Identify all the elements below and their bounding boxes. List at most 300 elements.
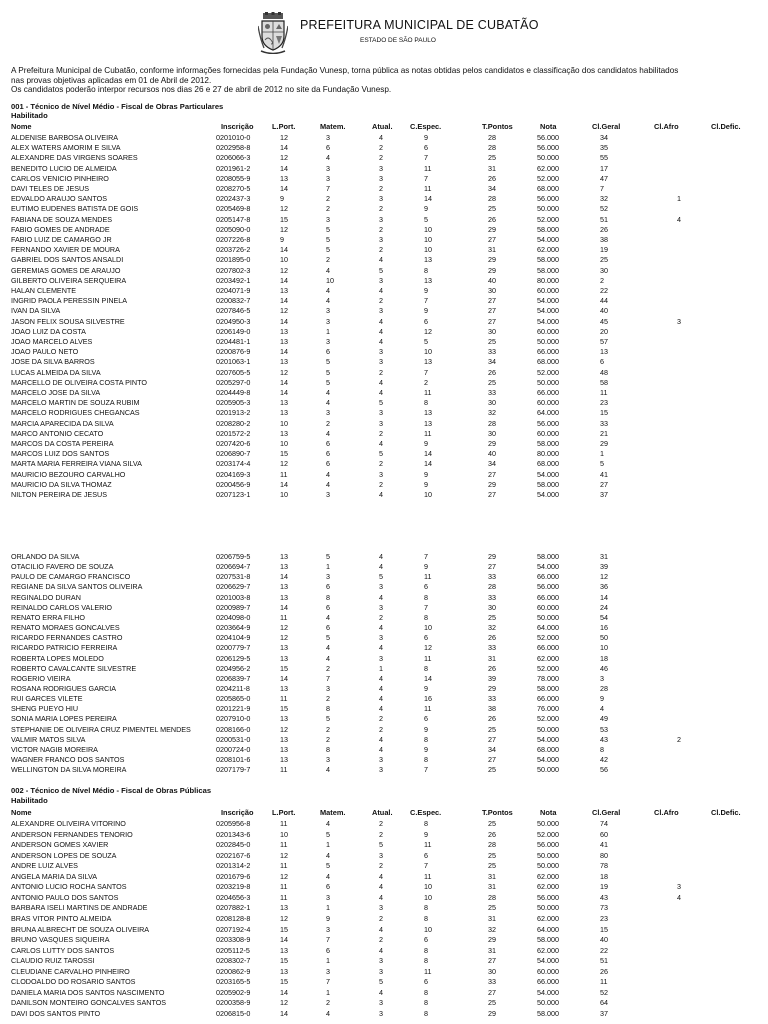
cell-clgeral: 80 xyxy=(600,850,608,860)
table-row xyxy=(0,735,768,745)
cell-atual: 4 xyxy=(379,490,383,499)
cell-atual: 3 xyxy=(379,966,383,976)
cell-atual: 3 xyxy=(379,214,383,224)
cell-atual: 4 xyxy=(379,704,383,714)
cell-nota: 60.000 xyxy=(537,966,559,976)
cell-nome: ROBERTO CAVALCANTE SILVESTRE xyxy=(11,663,137,673)
cell-inscricao: 0200832-7 xyxy=(216,296,251,306)
table-row xyxy=(0,337,768,347)
cell-espec: 7 xyxy=(424,552,428,561)
cell-lport: 13 xyxy=(280,945,288,955)
cell-lport: 9 xyxy=(280,235,284,244)
table-row xyxy=(0,368,768,378)
cell-atual: 4 xyxy=(379,552,383,561)
cell-nome: STEPHANIE DE OLIVEIRA CRUZ PIMENTEL MENDES xyxy=(11,724,191,734)
header-clgeral: Cl.Geral xyxy=(592,122,621,131)
table-row xyxy=(0,830,768,840)
cell-lport: 15 xyxy=(280,924,288,934)
cell-inscricao: 0201314-2 xyxy=(216,861,251,871)
cell-espec: 8 xyxy=(424,819,428,828)
cell-lport: 11 xyxy=(280,840,288,850)
cell-nome: ANDERSON GOMES XAVIER xyxy=(11,840,109,850)
cell-nota: 60.000 xyxy=(537,398,559,408)
cell-matem: 3 xyxy=(326,337,330,346)
cell-inscricao: 0201961-2 xyxy=(216,163,251,173)
table-row xyxy=(0,765,768,775)
cell-nome: DANILSON MONTEIRO GONCALVES SANTOS xyxy=(11,998,167,1008)
cell-matem: 3 xyxy=(326,163,330,173)
table-row xyxy=(0,449,768,459)
cell-nota: 58.000 xyxy=(537,255,559,265)
cell-lport: 13 xyxy=(280,653,288,663)
cell-nota: 54.000 xyxy=(537,306,559,316)
cell-nome: FABIO LUIZ DE CAMARGO JR xyxy=(11,235,112,244)
cell-atual: 4 xyxy=(379,133,383,142)
cell-espec: 11 xyxy=(424,966,432,976)
cell-inscricao: 0207910-0 xyxy=(216,714,251,724)
table-row xyxy=(0,184,768,194)
cell-lport: 10 xyxy=(280,255,288,265)
cell-matem: 6 xyxy=(326,882,330,892)
cell-nome: NILTON PEREIRA DE JESUS xyxy=(11,490,107,499)
cell-inscricao: 0200862-9 xyxy=(216,966,251,976)
cell-tpontos: 40 xyxy=(488,449,496,459)
cell-tpontos: 28 xyxy=(488,133,496,142)
cell-clgeral: 43 xyxy=(600,892,608,902)
cell-tpontos: 26 xyxy=(488,714,496,724)
header-atual: Atual. xyxy=(372,808,393,817)
cell-clgeral: 49 xyxy=(600,714,608,724)
cell-atual: 4 xyxy=(379,871,383,881)
cell-nota: 52.000 xyxy=(537,714,559,724)
cell-tpontos: 31 xyxy=(488,913,496,923)
cell-clgeral: 47 xyxy=(600,173,608,183)
cell-clgeral: 8 xyxy=(600,744,604,754)
cell-clgeral: 52 xyxy=(600,987,608,997)
cell-lport: 14 xyxy=(280,245,288,255)
cell-tpontos: 29 xyxy=(488,255,496,265)
cell-nota: 52.000 xyxy=(537,214,559,224)
cell-tpontos: 25 xyxy=(488,612,496,622)
cell-lport: 13 xyxy=(280,903,288,913)
cell-matem: 3 xyxy=(326,306,330,316)
cell-atual: 3 xyxy=(379,582,383,592)
cell-atual: 2 xyxy=(379,184,383,193)
cell-inscricao: 0201063-1 xyxy=(216,357,251,367)
cell-lport: 10 xyxy=(280,490,288,499)
cell-atual: 2 xyxy=(379,367,383,377)
cell-atual: 4 xyxy=(379,337,383,346)
cell-clgeral: 10 xyxy=(600,643,608,653)
cell-espec: 8 xyxy=(424,734,428,744)
cell-matem: 2 xyxy=(326,734,330,744)
table-row xyxy=(0,851,768,861)
cell-nota: 50.000 xyxy=(537,903,559,913)
cell-lport: 11 xyxy=(280,882,288,892)
cell-espec: 8 xyxy=(424,903,428,913)
cell-inscricao: 0201010-0 xyxy=(216,133,251,142)
cell-tpontos: 33 xyxy=(488,592,496,602)
table-row xyxy=(0,235,768,245)
cell-nome: IVAN DA SILVA xyxy=(11,306,61,316)
cell-clgeral: 50 xyxy=(600,633,608,643)
cell-nome: MARCOS LUIZ DOS SANTOS xyxy=(11,449,110,459)
cell-lport: 15 xyxy=(280,704,288,714)
cell-clgeral: 22 xyxy=(600,945,608,955)
cell-espec: 9 xyxy=(424,306,428,316)
cell-nome: FABIO GOMES DE ANDRADE xyxy=(11,224,110,234)
cell-lport: 14 xyxy=(280,275,288,285)
cell-nota: 54.000 xyxy=(537,296,559,306)
cell-espec: 8 xyxy=(424,913,428,923)
cell-espec: 8 xyxy=(424,398,428,408)
cell-clgeral: 9 xyxy=(600,694,604,704)
cell-nota: 66.000 xyxy=(537,592,559,602)
table-row xyxy=(0,490,768,500)
cell-atual: 4 xyxy=(379,673,383,683)
page-subtitle: ESTADO DE SÃO PAULO xyxy=(360,37,436,44)
cell-inscricao: 0201343-6 xyxy=(216,829,251,839)
table-row xyxy=(0,967,768,977)
cell-nome: BENEDITO LUCIO DE ALMEIDA xyxy=(11,163,117,173)
cell-lport: 14 xyxy=(280,316,288,326)
cell-lport: 13 xyxy=(280,755,288,764)
cell-nota: 54.000 xyxy=(537,490,559,499)
cell-nota: 56.000 xyxy=(537,892,559,902)
cell-atual: 3 xyxy=(379,347,383,357)
table-row xyxy=(0,327,768,337)
cell-atual: 5 xyxy=(379,977,383,987)
cell-clgeral: 1 xyxy=(600,449,604,459)
cell-matem: 2 xyxy=(326,204,330,214)
cell-espec: 10 xyxy=(424,245,432,255)
cell-nota: 66.000 xyxy=(537,977,559,987)
cell-nome: DANIELA MARIA DOS SANTOS NASCIMENTO xyxy=(11,987,165,997)
cell-atual: 4 xyxy=(379,683,383,693)
cell-tpontos: 27 xyxy=(488,306,496,316)
cell-nome: OTACILIO FAVERO DE SOUZA xyxy=(11,562,114,572)
table-row xyxy=(0,378,768,388)
cell-inscricao: 0202958-8 xyxy=(216,143,251,153)
cell-tpontos: 30 xyxy=(488,326,496,336)
cell-inscricao: 0207846-5 xyxy=(216,306,251,316)
cell-tpontos: 27 xyxy=(488,235,496,244)
header-clafro: Cl.Afro xyxy=(654,808,679,817)
cell-atual: 3 xyxy=(379,357,383,367)
cell-nota: 64.000 xyxy=(537,623,559,633)
cell-espec: 12 xyxy=(424,326,432,336)
cell-inscricao: 0208055-9 xyxy=(216,173,251,183)
cell-lport: 14 xyxy=(280,184,288,193)
cell-tpontos: 40 xyxy=(488,275,496,285)
cell-espec: 10 xyxy=(424,882,432,892)
cell-tpontos: 31 xyxy=(488,245,496,255)
table-row xyxy=(0,429,768,439)
cell-inscricao: 0202845-0 xyxy=(216,840,251,850)
cell-atual: 4 xyxy=(379,945,383,955)
header-clafro: Cl.Afro xyxy=(654,122,679,131)
cell-matem: 3 xyxy=(326,408,330,418)
cell-lport: 13 xyxy=(280,286,288,295)
cell-nota: 56.000 xyxy=(537,194,559,204)
cell-nota: 50.000 xyxy=(537,819,559,828)
cell-atual: 4 xyxy=(379,316,383,326)
cell-nome: LUCAS ALMEIDA DA SILVA xyxy=(11,367,101,377)
cell-tpontos: 31 xyxy=(488,653,496,663)
cell-lport: 14 xyxy=(280,143,288,153)
cell-espec: 5 xyxy=(424,214,428,224)
cell-clgeral: 73 xyxy=(600,903,608,913)
cell-atual: 2 xyxy=(379,714,383,724)
cell-atual: 2 xyxy=(379,459,383,469)
cell-tpontos: 26 xyxy=(488,633,496,643)
table-row xyxy=(0,439,768,449)
cell-clgeral: 35 xyxy=(600,143,608,153)
table-row xyxy=(0,419,768,429)
header-nome: Nome xyxy=(11,808,32,817)
cell-inscricao: 0205865-0 xyxy=(216,694,251,704)
cell-espec: 9 xyxy=(424,286,428,295)
table-row xyxy=(0,603,768,613)
cell-atual: 4 xyxy=(379,562,383,572)
table-row xyxy=(0,714,768,724)
cell-nome: CLAUDIO RUIZ TAROSSI xyxy=(11,956,95,966)
table-row xyxy=(0,255,768,265)
cell-lport: 13 xyxy=(280,357,288,367)
cell-matem: 6 xyxy=(326,449,330,459)
cell-espec: 10 xyxy=(424,347,432,357)
cell-tpontos: 29 xyxy=(488,439,496,448)
cell-nota: 62.000 xyxy=(537,653,559,663)
cell-lport: 11 xyxy=(280,819,288,828)
cell-espec: 11 xyxy=(424,163,432,173)
cell-nota: 60.000 xyxy=(537,326,559,336)
cell-tpontos: 30 xyxy=(488,966,496,976)
cell-nota: 58.000 xyxy=(537,683,559,693)
cell-clgeral: 24 xyxy=(600,602,608,612)
cell-atual: 5 xyxy=(379,265,383,275)
cell-atual: 3 xyxy=(379,903,383,913)
cell-nome: MARCELLO DE OLIVEIRA COSTA PINTO xyxy=(11,377,147,387)
cell-espec: 8 xyxy=(424,956,428,966)
cell-matem: 7 xyxy=(326,977,330,987)
cell-inscricao: 0203165-5 xyxy=(216,977,251,987)
cell-matem: 6 xyxy=(326,143,330,153)
table-row xyxy=(0,347,768,357)
cell-atual: 4 xyxy=(379,643,383,653)
cell-nome: DAVI DOS SANTOS PINTO xyxy=(11,1008,101,1018)
cell-tpontos: 25 xyxy=(488,819,496,828)
cell-atual: 3 xyxy=(379,602,383,612)
cell-espec: 5 xyxy=(424,337,428,346)
cell-clgeral: 55 xyxy=(600,153,608,163)
table-row xyxy=(0,684,768,694)
cell-inscricao: 0201003-8 xyxy=(216,592,251,602)
cell-espec: 2 xyxy=(424,377,428,387)
cell-nome: RICARDO PATRICIO FERREIRA xyxy=(11,643,118,653)
cell-inscricao: 0205469-8 xyxy=(216,204,251,214)
cell-inscricao: 0207123-1 xyxy=(216,490,251,499)
cell-atual: 3 xyxy=(379,633,383,643)
cell-clgeral: 29 xyxy=(600,439,608,448)
cell-lport: 11 xyxy=(280,612,288,622)
cell-inscricao: 0204950-3 xyxy=(216,316,251,326)
cell-matem: 1 xyxy=(326,562,330,572)
cell-nome: MARCELO MARTIN DE SOUZA RUBIM xyxy=(11,398,140,408)
cell-atual: 3 xyxy=(379,235,383,244)
cell-nome: EUTIMO EUDENES BATISTA DE GOIS xyxy=(11,204,139,214)
cell-clgeral: 16 xyxy=(600,623,608,633)
cell-espec: 13 xyxy=(424,255,432,265)
cell-inscricao: 0204169-3 xyxy=(216,469,251,479)
header-tpontos: T.Pontos xyxy=(482,122,513,131)
cell-matem: 4 xyxy=(326,469,330,479)
table-row xyxy=(0,694,768,704)
cell-clgeral: 18 xyxy=(600,653,608,663)
cell-lport: 12 xyxy=(280,633,288,643)
cell-atual: 2 xyxy=(379,819,383,828)
cell-clafro: 4 xyxy=(677,214,681,224)
cell-inscricao: 0203492-1 xyxy=(216,275,251,285)
cell-nome: ALEXANDRE DAS VIRGENS SOARES xyxy=(11,153,138,163)
cell-espec: 7 xyxy=(424,861,428,871)
cell-lport: 12 xyxy=(280,367,288,377)
cell-espec: 14 xyxy=(424,449,432,459)
cell-inscricao: 0206890-7 xyxy=(216,449,251,459)
cell-nota: 60.000 xyxy=(537,286,559,295)
cell-inscricao: 0208166-0 xyxy=(216,724,251,734)
cell-tpontos: 25 xyxy=(488,337,496,346)
cell-atual: 3 xyxy=(379,418,383,428)
cell-espec: 7 xyxy=(424,296,428,306)
cell-espec: 9 xyxy=(424,204,428,214)
cell-espec: 11 xyxy=(424,572,432,582)
cell-clgeral: 18 xyxy=(600,871,608,881)
cell-matem: 4 xyxy=(326,296,330,306)
cell-nota: 52.000 xyxy=(537,663,559,673)
cell-nome: HALAN CLEMENTE xyxy=(11,286,77,295)
cell-lport: 12 xyxy=(280,724,288,734)
cell-tpontos: 26 xyxy=(488,367,496,377)
cell-inscricao: 0204098-0 xyxy=(216,612,251,622)
cell-lport: 15 xyxy=(280,956,288,966)
cell-clgeral: 15 xyxy=(600,408,608,418)
cell-lport: 12 xyxy=(280,153,288,163)
cell-atual: 4 xyxy=(379,623,383,633)
cell-espec: 6 xyxy=(424,935,428,945)
cell-atual: 2 xyxy=(379,143,383,153)
cell-matem: 5 xyxy=(326,377,330,387)
cell-inscricao: 0205147-8 xyxy=(216,214,251,224)
cell-lport: 13 xyxy=(280,428,288,438)
header-espec: C.Espec. xyxy=(410,122,442,131)
cell-nome: BRUNA ALBRECHT DE SOUZA OLIVEIRA xyxy=(11,924,150,934)
cell-tpontos: 28 xyxy=(488,840,496,850)
cell-lport: 14 xyxy=(280,935,288,945)
table-row xyxy=(0,480,768,490)
cell-inscricao: 0207192-4 xyxy=(216,924,251,934)
cell-nome: VALMIR MATOS SILVA xyxy=(11,734,86,744)
cell-clgeral: 57 xyxy=(600,337,608,346)
cell-clgeral: 31 xyxy=(600,552,608,561)
cell-inscricao: 0204449-8 xyxy=(216,388,251,397)
cell-nome: JASON FELIX SOUSA SILVESTRE xyxy=(11,316,125,326)
cell-matem: 4 xyxy=(326,765,330,775)
cell-matem: 5 xyxy=(326,224,330,234)
table-row xyxy=(0,245,768,255)
intro-line: Os candidatos poderão interpor recursos nos dias 26 e 27 de abril de 2012 no site da Fundação Vunesp. xyxy=(11,85,392,95)
header-lport: L.Port. xyxy=(272,808,296,817)
table-row xyxy=(0,398,768,408)
cell-atual: 3 xyxy=(379,956,383,966)
cell-clgeral: 36 xyxy=(600,582,608,592)
table-row xyxy=(0,153,768,163)
cell-nome: RENATO ERRA FILHO xyxy=(11,612,86,622)
cell-clgeral: 38 xyxy=(600,235,608,244)
cell-espec: 11 xyxy=(424,840,432,850)
cell-nome: ALEX WATERS AMORIM E SILVA xyxy=(11,143,121,153)
cell-tpontos: 30 xyxy=(488,286,496,295)
cell-inscricao: 0201895-0 xyxy=(216,255,251,265)
cell-matem: 7 xyxy=(326,184,330,193)
cell-matem: 8 xyxy=(326,592,330,602)
cell-espec: 9 xyxy=(424,724,428,734)
table-row xyxy=(0,674,768,684)
cell-nota: 56.000 xyxy=(537,133,559,142)
table-row xyxy=(0,882,768,892)
cell-lport: 14 xyxy=(280,1008,288,1018)
cell-nome: ALDENISE BARBOSA OLIVEIRA xyxy=(11,133,119,142)
cell-lport: 13 xyxy=(280,714,288,724)
cell-nota: 66.000 xyxy=(537,643,559,653)
cell-tpontos: 25 xyxy=(488,204,496,214)
cell-clgeral: 78 xyxy=(600,861,608,871)
cell-nome: REGIANE DA SILVA SANTOS OLIVEIRA xyxy=(11,582,143,592)
cell-clgeral: 37 xyxy=(600,490,608,499)
cell-nota: 66.000 xyxy=(537,572,559,582)
cell-matem: 4 xyxy=(326,850,330,860)
cell-inscricao: 0203726-2 xyxy=(216,245,251,255)
cell-nome: ORLANDO DA SILVA xyxy=(11,552,80,561)
cell-inscricao: 0205902-9 xyxy=(216,987,251,997)
cell-clgeral: 39 xyxy=(600,562,608,572)
cell-lport: 12 xyxy=(280,623,288,633)
cell-lport: 15 xyxy=(280,214,288,224)
cell-atual: 2 xyxy=(379,479,383,489)
cell-lport: 15 xyxy=(280,977,288,987)
cell-atual: 4 xyxy=(379,924,383,934)
cell-nome: MARCO ANTONIO CECATO xyxy=(11,428,104,438)
cell-inscricao: 0204071-9 xyxy=(216,286,251,295)
table-row xyxy=(0,946,768,956)
cell-tpontos: 30 xyxy=(488,398,496,408)
cell-inscricao: 0200876-9 xyxy=(216,347,251,357)
cell-lport: 14 xyxy=(280,163,288,173)
cell-atual: 4 xyxy=(379,987,383,997)
cell-matem: 4 xyxy=(326,653,330,663)
cell-nome: BRUNO VASQUES SIQUEIRA xyxy=(11,935,110,945)
cell-nota: 50.000 xyxy=(537,861,559,871)
cell-nome: CARLOS LUTTY DOS SANTOS xyxy=(11,945,115,955)
cell-inscricao: 0201221-9 xyxy=(216,704,251,714)
cell-atual: 5 xyxy=(379,398,383,408)
table-row xyxy=(0,935,768,945)
cell-matem: 1 xyxy=(326,326,330,336)
header-lport: L.Port. xyxy=(272,122,296,131)
cell-tpontos: 27 xyxy=(488,469,496,479)
cell-nome: MARCELO JOSE DA SILVA xyxy=(11,388,101,397)
cell-nome: MAURICIO BEZOURO CARVALHO xyxy=(11,469,126,479)
